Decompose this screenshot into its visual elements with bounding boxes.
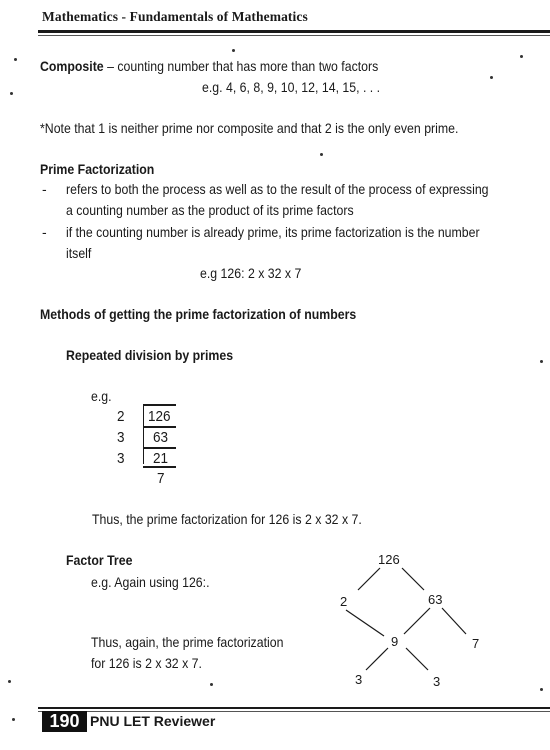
division-eg-label: e.g. <box>91 388 112 404</box>
bullet-2-line-2: itself <box>66 245 92 261</box>
running-header: Mathematics - Fundamentals of Mathematics <box>42 9 308 24</box>
prime-factorization-heading: Prime Factorization <box>40 161 155 177</box>
repeated-division-heading: Repeated division by primes <box>66 347 234 363</box>
tree-node-root: 126 <box>378 552 400 567</box>
dividend: 126 <box>148 408 171 425</box>
divisor: 2 <box>117 408 125 425</box>
bullet-dash: - <box>42 181 47 197</box>
division-conclusion: Thus, the prime factorization for 126 is 2 x 32 x 7. <box>92 511 362 527</box>
division-rule-3 <box>143 447 176 449</box>
dividend: 63 <box>153 429 169 446</box>
final-quotient: 7 <box>157 470 165 487</box>
factor-tree-conclusion-1: Thus, again, the prime factorization <box>91 634 284 650</box>
bullet-2-line-1: if the counting number is already prime, its prime factorization is the number <box>66 224 480 240</box>
tree-node-right2: 7 <box>472 636 480 651</box>
scan-speck <box>12 718 15 721</box>
scan-speck <box>490 76 493 79</box>
scan-speck <box>540 688 543 691</box>
footer-rule <box>38 707 550 709</box>
composite-definition-text: – counting number that has more than two factors <box>103 58 379 74</box>
dividend: 21 <box>153 450 169 467</box>
factor-tree-conclusion-2: for 126 is 2 x 32 x 7. <box>91 655 202 671</box>
scan-speck <box>320 153 323 156</box>
header-rule-thin <box>38 35 550 36</box>
header-rule <box>38 30 550 33</box>
composite-definition <box>40 58 378 74</box>
tree-edge <box>442 608 466 634</box>
factor-tree-heading: Factor Tree <box>66 552 133 568</box>
scan-speck <box>232 49 235 52</box>
page-number-badge: 190 <box>42 711 87 732</box>
scan-speck <box>10 92 13 95</box>
tree-node-leaf1: 3 <box>355 672 363 687</box>
tree-edge <box>404 608 430 634</box>
division-rule-top <box>143 404 176 406</box>
tree-node-mid: 9 <box>391 634 399 649</box>
prime-factorization-example: e.g 126: 2 x 32 x 7 <box>200 265 302 281</box>
division-rule-2 <box>143 426 176 428</box>
tree-node-left: 2 <box>340 594 348 609</box>
tree-edge <box>358 568 380 590</box>
composite-example: e.g. 4, 6, 8, 9, 10, 12, 14, 15, . . . <box>202 79 381 95</box>
tree-edge <box>406 648 428 670</box>
composite-term: Composite <box>40 58 104 74</box>
scan-speck <box>540 360 543 363</box>
methods-heading: Methods of getting the prime factorization of numbers <box>40 306 357 322</box>
divisor: 3 <box>117 429 125 446</box>
scan-speck <box>520 55 523 58</box>
tree-node-leaf2: 3 <box>433 674 441 689</box>
note-text: *Note that 1 is neither prime nor composite and that 2 is the only even prime. <box>40 120 459 136</box>
scan-speck <box>8 680 11 683</box>
tree-edge <box>366 648 388 670</box>
tree-node-right: 63 <box>428 592 443 607</box>
footer-book-title: PNU LET Reviewer <box>90 713 216 729</box>
scan-speck <box>210 683 213 686</box>
bullet-1-line-2: a counting number as the product of its prime factors <box>66 202 354 218</box>
footer-rule-thin <box>38 711 550 712</box>
tree-edge <box>346 610 384 636</box>
divisor: 3 <box>117 450 125 467</box>
scan-speck <box>14 58 17 61</box>
factor-tree-diagram <box>320 548 510 693</box>
tree-edge <box>402 568 424 590</box>
bullet-dash: - <box>42 224 47 240</box>
bullet-1-line-1: refers to both the process as well as to the result of the process of expressing <box>66 181 489 197</box>
factor-tree-example: e.g. Again using 126:. <box>91 574 210 590</box>
